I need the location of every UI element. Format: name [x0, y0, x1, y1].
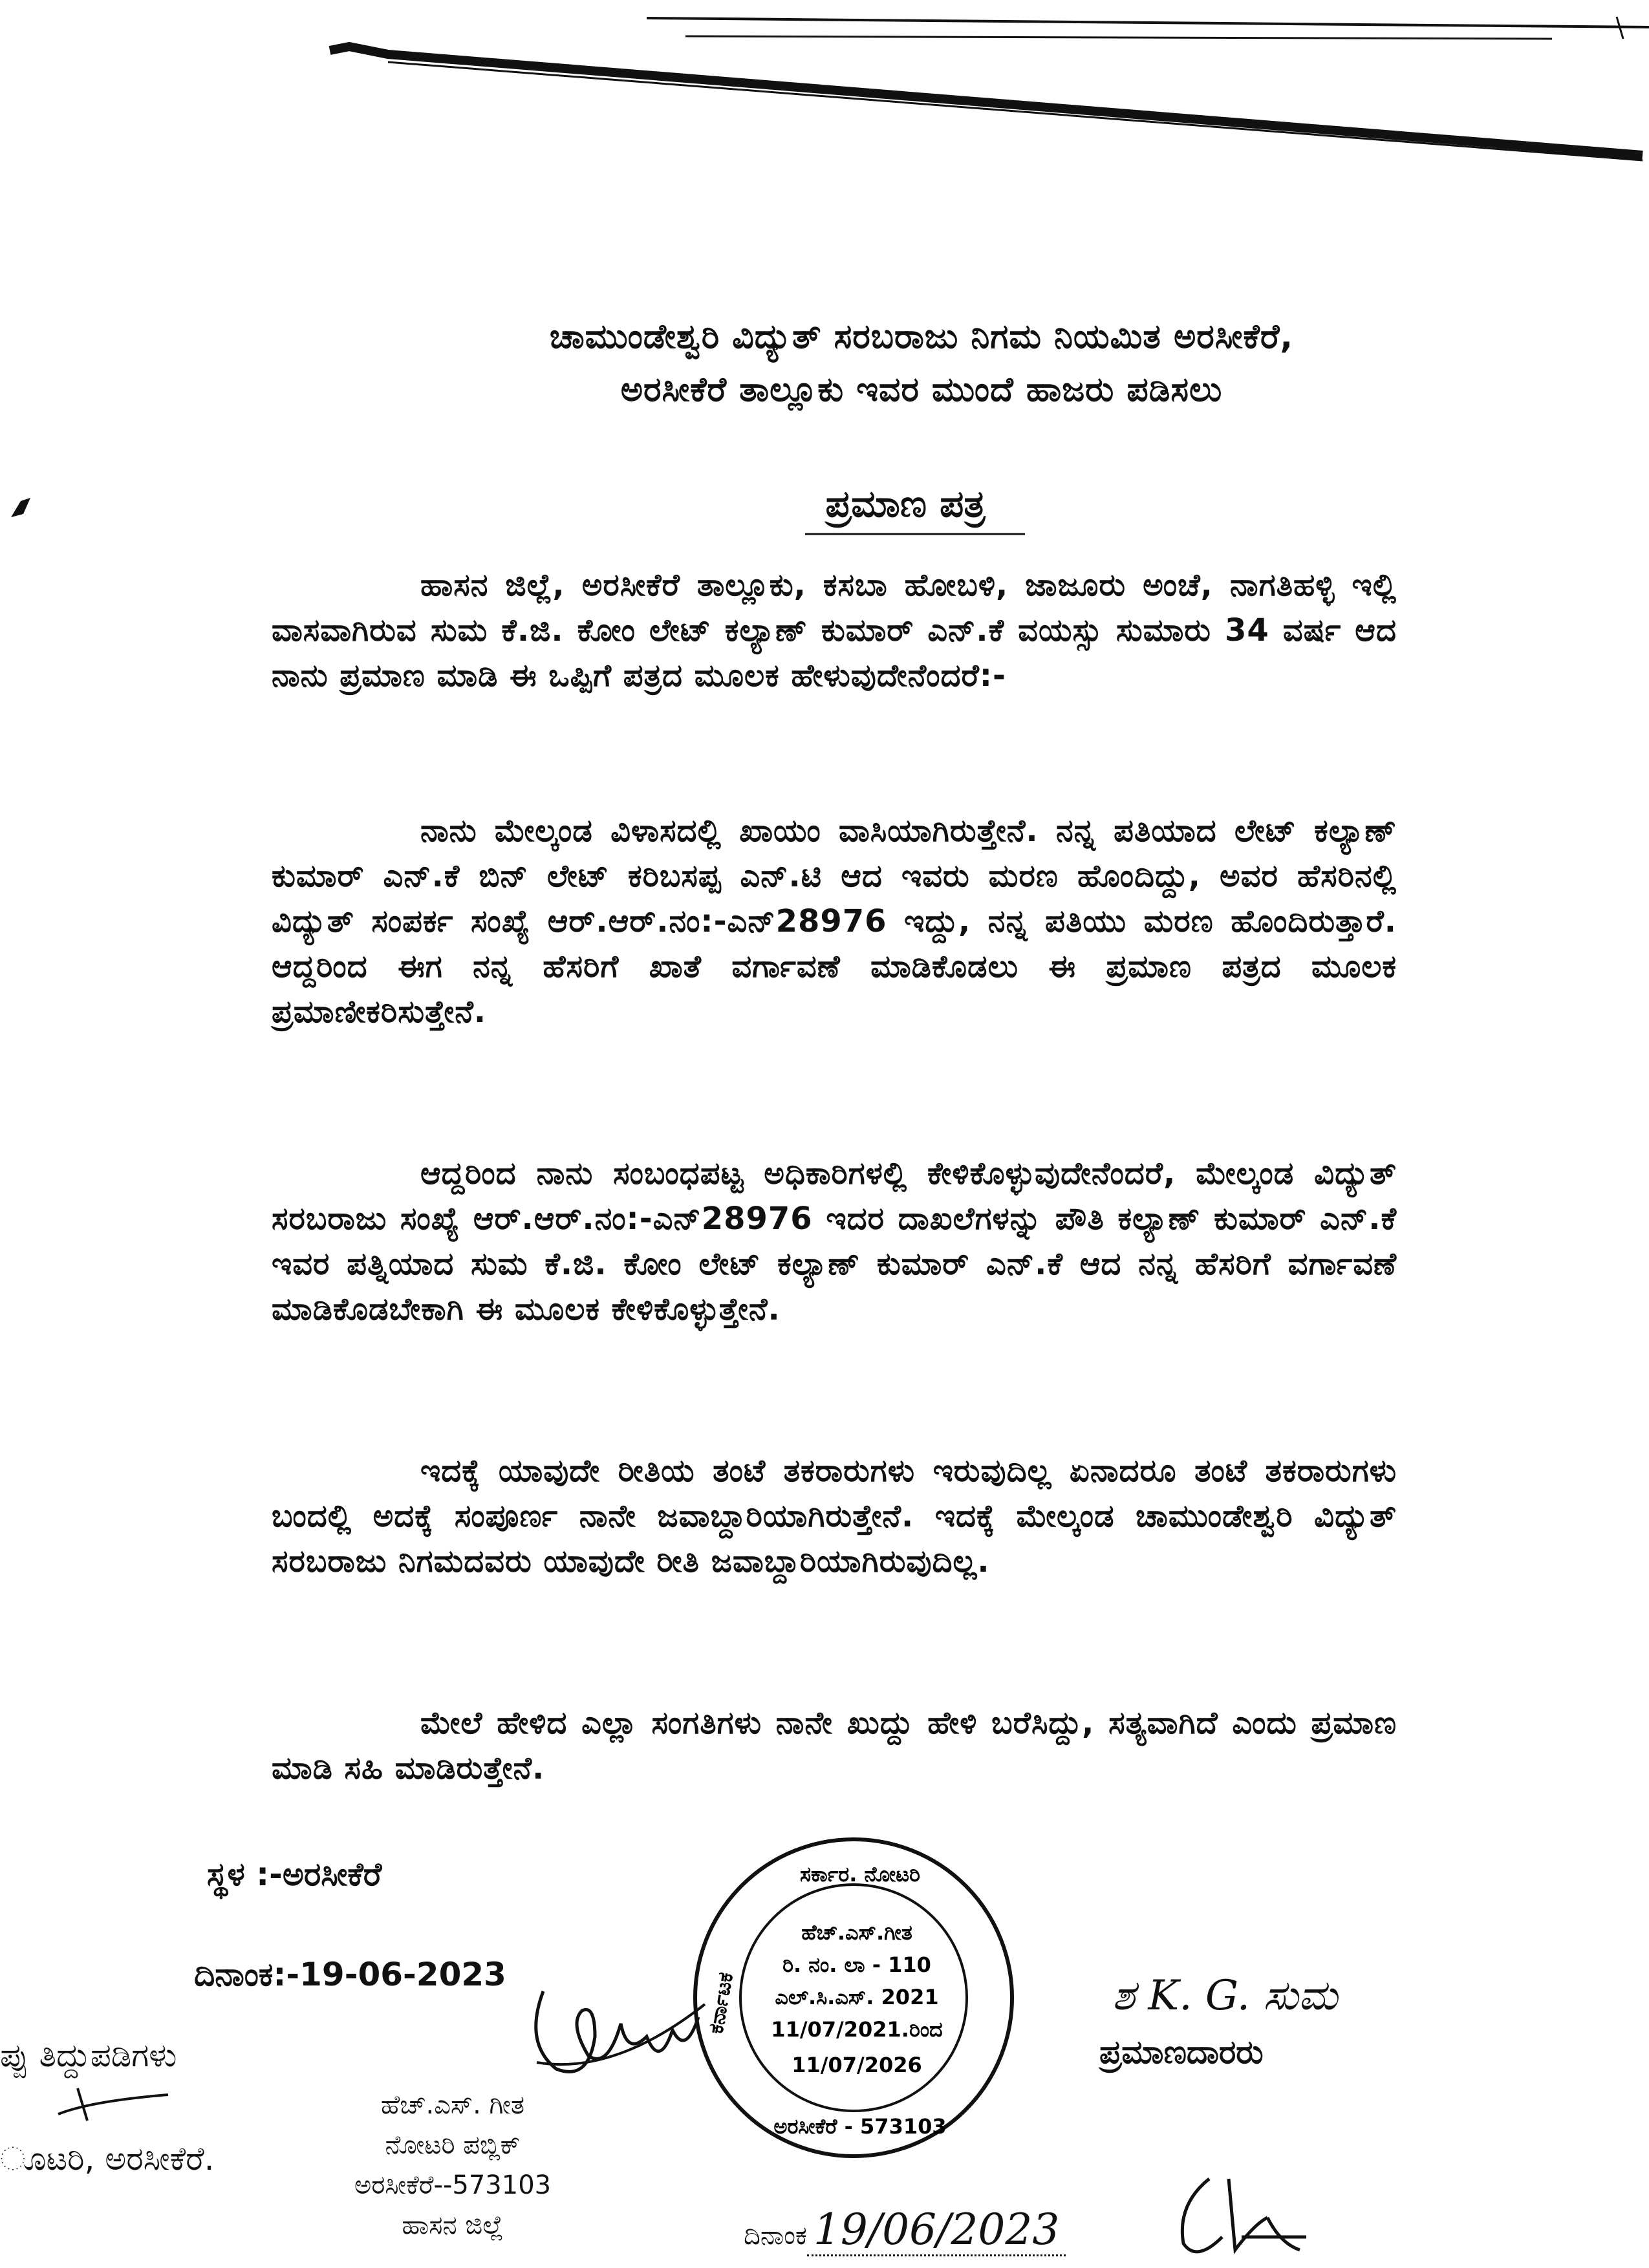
notary-left-label: ೂಟರಿ, ಅರಸೀಕೆರೆ.	[0, 2140, 215, 2177]
scan-edge-lines	[0, 0, 1649, 168]
footer-date	[744, 2205, 1066, 2254]
addressee-line-1: ಚಾಮುಂಡೇಶ್ವರಿ ವಿದ್ಯುತ್ ಸರಬರಾಜು ನಿಗಮ ನಿಯಮಿತ ಅರಸೀಕೆರೆ,	[549, 317, 1294, 356]
paragraph-1-text: ಹಾಸನ ಜಿಲ್ಲೆ, ಅರಸೀಕೆರೆ ತಾಲ್ಲೂಕು, ಕಸಬಾ ಹೋಬಳಿ, ಜಾಜೂರು ಅಂಚೆ, ನಾಗತಿಹಳ್ಳಿ ಇಲ್ಲಿ ವಾಸವಾಗಿರುವ ಸುಮ ಕೆ.ಜಿ. ಕೋಂ ಲೇಟ್ ಕಲ್ಯಾಣ್ ಕುಮಾರ್ ಎನ್.ಕೆ ವಯಸ್ಸು ಸುಮಾರು 34 ವರ್ಷ ಆದ ನಾನು ಪ್ರಮಾಣ ಮಾಡಿ ಈ ಒಪ್ಪಿಗೆ ಪತ್ರದ ಮೂಲಕ ಹೇಳುವುದೇನೆಂದರೆ:-	[272, 567, 1397, 694]
footer-date-label: ದಿನಾಂಕ	[744, 2221, 807, 2251]
document-title: ಪ್ರಮಾಣ ಪತ್ರ	[825, 482, 986, 526]
paragraph-2-text: ನಾನು ಮೇಲ್ಕಂಡ ವಿಳಾಸದಲ್ಲಿ ಖಾಯಂ ವಾಸಿಯಾಗಿರುತ್ತೇನೆ. ನನ್ನ ಪತಿಯಾದ ಲೇಟ್ ಕಲ್ಯಾಣ್ ಕುಮಾರ್ ಎನ್.ಕೆ ಬಿನ್ ಲೇಟ್ ಕರಿಬಸಪ್ಪ ಎನ್.ಟಿ ಆದ ಇವರು ಮರಣ ಹೊಂದಿದ್ದು, ಅವರ ಹೆಸರಿನಲ್ಲಿ ವಿದ್ಯುತ್ ಸಂಪರ್ಕ ಸಂಖ್ಯೆ ಆರ್.ಆರ್.ನಂ:-ಎನ್28976 ಇದ್ದು, ನನ್ನ ಪತಿಯು ಮರಣ ಹೊಂದಿರುತ್ತಾರೆ. ಆದ್ದರಿಂದ ಈಗ ನನ್ನ ಹೆಸರಿಗೆ ಖಾತೆ ವರ್ಗಾವಣೆ ಮಾಡಿಕೊಡಲು ಈ ಪ್ರಮಾಣ ಪತ್ರದ ಮೂಲಕ ಪ್ರಮಾಣೀಕರಿಸುತ್ತೇನೆ.	[272, 813, 1397, 1030]
seal-line-2: ರಿ. ನಂ. ಲಾ - 110	[782, 1952, 931, 1977]
corrections-tick	[52, 2075, 181, 2127]
margin-tick-mark	[8, 495, 34, 520]
paragraph-4	[272, 1448, 1397, 1584]
notary-role: ನೋಟರಿ ಪಬ್ಲಿಕ್	[385, 2130, 521, 2160]
seal-line-4: 11/07/2021.ರಿಂದ	[771, 2017, 943, 2042]
footer-initials	[1170, 2166, 1313, 2268]
seal-line-3: ಎಲ್.ಸಿ.ಎಸ್. 2021	[775, 1985, 939, 2009]
title-underline	[805, 531, 1025, 537]
seal-line-1: ಹೆಚ್.ಎಸ್.ಗೀತ	[801, 1920, 912, 1945]
notary-signature	[517, 1965, 711, 2095]
notary-place: ಅರಸೀಕೆರೆ--573103	[354, 2170, 552, 2200]
corrections-note: ಪ್ಪು ತಿದ್ದುಪಡಿಗಳು	[0, 2037, 177, 2074]
date-label: ದಿನಾಂಕ:-19-06-2023	[194, 1956, 506, 1993]
paragraph-4-text: ಇದಕ್ಕೆ ಯಾವುದೇ ರೀತಿಯ ತಂಟೆ ತಕರಾರುಗಳು ಇರುವುದಿಲ್ಲ ಏನಾದರೂ ತಂಟೆ ತಕರಾರುಗಳು ಬಂದಲ್ಲಿ ಅದಕ್ಕೆ ಸಂಪೂರ್ಣ ನಾನೇ ಜವಾಬ್ದಾರಿಯಾಗಿರುತ್ತೇನೆ. ಇದಕ್ಕೆ ಮೇಲ್ಕಂಡ ಚಾಮುಂಡೇಶ್ವರಿ ವಿದ್ಯುತ್ ಸರಬರಾಜು ನಿಗಮದವರು ಯಾವುದೇ ರೀತಿ ಜವಾಬ್ದಾರಿಯಾಗಿರುವುದಿಲ್ಲ.	[272, 1453, 1397, 1579]
paragraph-3-text: ಆದ್ದರಿಂದ ನಾನು ಸಂಬಂಧಪಟ್ಟ ಅಧಿಕಾರಿಗಳಲ್ಲಿ ಕೇಳಿಕೊಳ್ಳುವುದೇನೆಂದರೆ, ಮೇಲ್ಕಂಡ ವಿದ್ಯುತ್ ಸರಬರಾಜು ಸಂಖ್ಯೆ ಆರ್.ಆರ್.ನಂ:-ಎನ್28976 ಇದರ ದಾಖಲೆಗಳನ್ನು ಪೌತಿ ಕಲ್ಯಾಣ್ ಕುಮಾರ್ ಎನ್.ಕೆ ಇವರ ಪತ್ನಿಯಾದ ಸುಮ ಕೆ.ಜಿ. ಕೋಂ ಲೇಟ್ ಕಲ್ಯಾಣ್ ಕುಮಾರ್ ಎನ್.ಕೆ ಆದ ನನ್ನ ಹೆಸರಿಗೆ ವರ್ಗಾವಣೆ ಮಾಡಿಕೊಡಬೇಕಾಗಿ ಈ ಮೂಲಕ ಕೇಳಿಕೊಳ್ಳುತ್ತೇನೆ.	[272, 1155, 1397, 1327]
paragraph-1	[272, 562, 1397, 698]
paragraph-3	[272, 1151, 1397, 1332]
seal-outer-top: ಸರ್ಕಾರ. ನೋಟರಿ	[800, 1862, 920, 1887]
seal-line-5: 11/07/2026	[792, 2053, 922, 2077]
paragraph-5	[272, 1700, 1397, 1791]
deponent-label: ಪ್ರಮಾಣದಾರರು	[1099, 2033, 1264, 2071]
addressee-line-2: ಅರಸೀಕೆರೆ ತಾಲ್ಲೂಕು ಇವರ ಮುಂದೆ ಹಾಜರು ಪಡಿಸಲು	[620, 370, 1223, 409]
seal-outer-left: ಕರ್ನಾಟಕ	[703, 1970, 738, 2036]
paragraph-5-text: ಮೇಲೆ ಹೇಳಿದ ಎಲ್ಲಾ ಸಂಗತಿಗಳು ನಾನೇ ಖುದ್ದು ಹೇಳಿ ಬರೆಸಿದ್ದು, ಸತ್ಯವಾಗಿದೆ ಎಂದು ಪ್ರಮಾಣ ಮಾಡಿ ಸಹಿ ಮಾಡಿರುತ್ತೇನೆ.	[272, 1705, 1397, 1786]
footer-date-value: 19/06/2023	[807, 2205, 1066, 2256]
paragraph-2	[272, 808, 1397, 1034]
place-label: ಸ್ಥಳ :-ಅರಸೀಕೆರೆ	[207, 1856, 382, 1893]
notary-district: ಹಾಸನ ಜಿಲ್ಲೆ	[402, 2210, 504, 2240]
notary-block	[323, 2085, 582, 2245]
notary-seal	[685, 1830, 1022, 2166]
deponent-signature: ಶ K. G. ಸುಮ	[1112, 1972, 1338, 2020]
notary-name: ಹೆಚ್.ಎಸ್. ಗೀತ	[380, 2090, 525, 2120]
seal-outer-bottom: ಅರಸೀಕೆರೆ - 573103	[773, 2114, 947, 2139]
